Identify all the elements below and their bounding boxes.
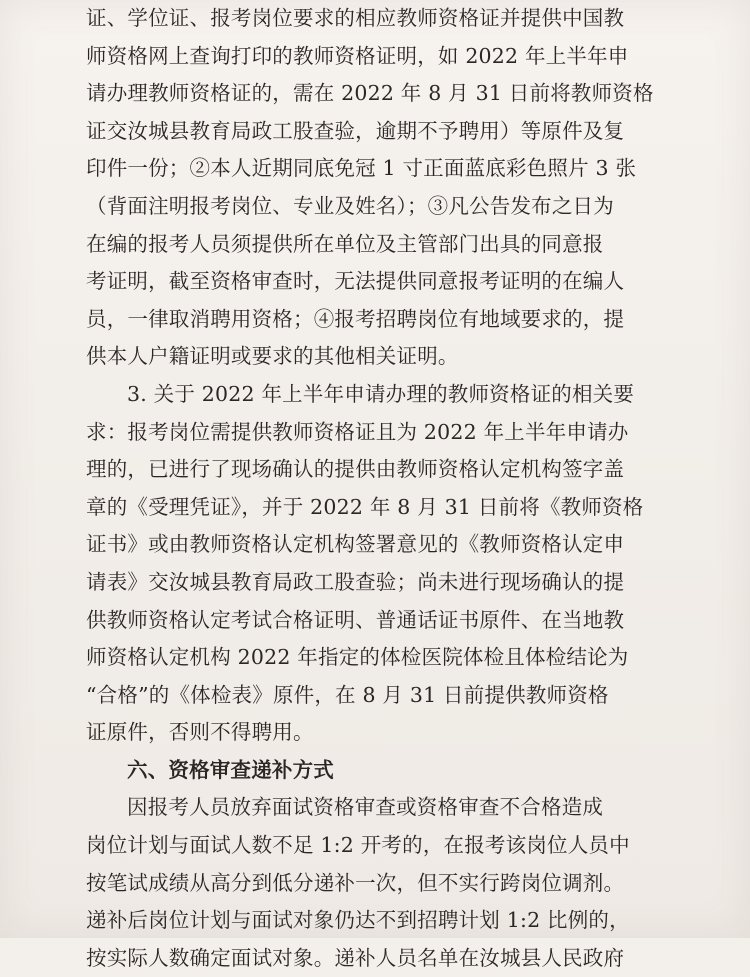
text-line: （背面注明报考岗位、专业及姓名）；③凡公告发布之日为	[86, 193, 614, 218]
text-line: 在编的报考人员须提供所在单位及主管部门出具的同意报	[86, 231, 604, 256]
text-line: 证交汝城县教育局政工股查验，逾期不予聘用）等原件及复	[86, 118, 625, 143]
paragraph-start-line: 因报考人员放弃面试资格审查或资格审查不合格造成	[127, 795, 604, 820]
text-line: 递补后岗位计划与面试对象仍达不到招聘计划 1:2 比例的，	[86, 908, 630, 933]
paragraph-start-line: 3. 关于 2022 年上半年申请办理的教师资格证的相关要	[127, 381, 635, 406]
text-line: 请办理教师资格证的，需在 2022 年 8 月 31 日前将教师资格	[86, 81, 654, 106]
text-line: 考证明，截至资格审查时，无法提供同意报考证明的在编人	[86, 269, 625, 294]
text-line: 证、学位证、报考岗位要求的相应教师资格证并提供中国教	[86, 6, 625, 30]
text-line: 按笔试成绩从高分到低分递补一次，但不实行跨岗位调剂。	[86, 870, 625, 895]
text-line: 证原件，否则不得聘用。	[86, 720, 314, 745]
text-line: 师资格认定机构 2022 年指定的体检医院体检且体检结论为	[86, 645, 629, 670]
text-line: 师资格网上查询打印的教师资格证明，如 2022 年上半年申	[86, 43, 629, 68]
text-line: 供教师资格认定考试合格证明、普通话证书原件、在当地教	[86, 607, 625, 632]
text-line: 岗位计划与面试人数不足 1:2 开考的，在报考该岗位人员中	[86, 833, 630, 858]
text-line: 员，一律取消聘用资格；④报考招聘岗位有地域要求的，提	[86, 306, 625, 331]
document-body	[86, 0, 686, 977]
text-line: 按实际人数确定面试对象。递补人员名单在汝城县人民政府	[86, 945, 625, 970]
text-line: 请表》交汝城县教育局政工股查验；尚未进行现场确认的提	[86, 569, 625, 594]
text-line: 理的，已进行了现场确认的提供由教师资格认定机构签字盖	[86, 457, 625, 482]
text-line: 印件一份；②本人近期同底免冠 1 寸正面蓝底彩色照片 3 张	[86, 156, 637, 181]
text-line: 证书》或由教师资格认定机构签署意见的《教师资格认定申	[86, 532, 625, 557]
text-line: “合格”的《体检表》原件，在 8 月 31 日前提供教师资格	[86, 682, 609, 707]
text-line: 求：报考岗位需提供教师资格证且为 2022 年上半年申请办	[86, 419, 629, 444]
section-heading: 六、资格审查递补方式	[127, 757, 334, 782]
text-line: 供本人户籍证明或要求的其他相关证明。	[86, 344, 459, 369]
text-line: 章的《受理凭证》，并于 2022 年 8 月 31 日前将《教师资格	[86, 494, 644, 519]
